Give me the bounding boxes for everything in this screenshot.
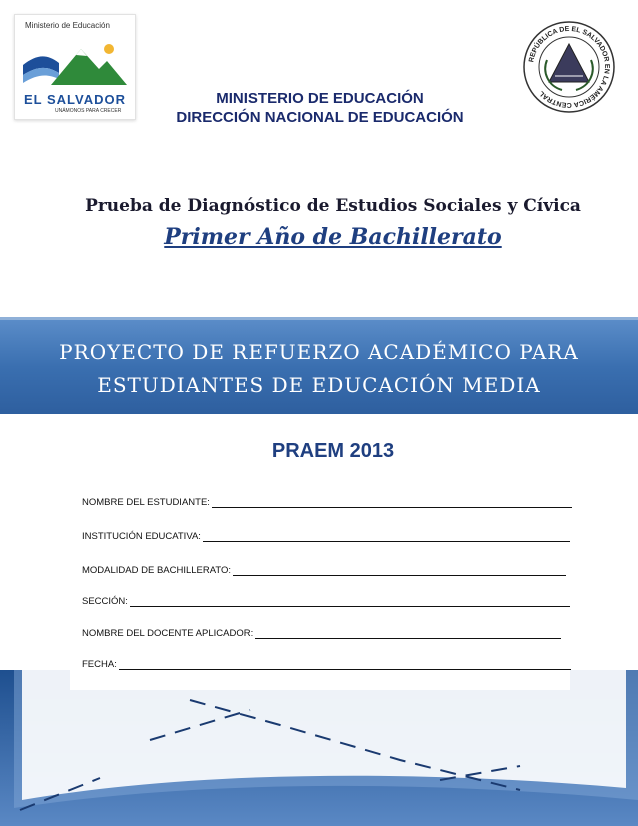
banner-line-2: ESTUDIANTES DE EDUCACIÓN MEDIA: [97, 373, 541, 397]
modality-label: MODALIDAD DE BACHILLERATO:: [82, 565, 232, 576]
student-name-field: [82, 497, 572, 508]
ministry-header: [140, 89, 500, 127]
modality-field: [82, 565, 566, 576]
ministry-logo: [14, 14, 136, 120]
institution-label: INSTITUCIÓN EDUCATIVA:: [82, 531, 201, 542]
institution-field: [82, 531, 570, 542]
logo-subtitle: UNÁMONOS PARA CRECER: [55, 108, 122, 114]
student-name-line[interactable]: [212, 497, 572, 508]
section-label: SECCIÓN:: [82, 596, 128, 607]
student-name-label: NOMBRE DEL ESTUDIANTE:: [82, 497, 210, 508]
institution-line[interactable]: [203, 531, 570, 542]
footer-decoration: [0, 670, 638, 826]
date-line[interactable]: [119, 659, 571, 670]
national-seal: [522, 20, 616, 114]
logo-title: Ministerio de Educación: [25, 21, 110, 30]
section-field: [82, 596, 570, 607]
teacher-field: [82, 628, 561, 639]
mountain-flag-icon: [21, 35, 129, 91]
seal-text: REPÚBLICA DE EL SALVADOR EN LA AMÉRICA CENTRAL: [528, 25, 611, 109]
banner-line-1: PROYECTO DE REFUERZO ACADÉMICO PARA: [59, 340, 579, 364]
date-label: FECHA:: [82, 659, 117, 670]
section-line[interactable]: [130, 596, 570, 607]
grade-title: Primer Año de Bachillerato: [164, 224, 502, 250]
ministry-name: MINISTERIO DE EDUCACIÓN: [216, 90, 424, 107]
project-banner: [0, 317, 638, 414]
logo-country: EL SALVADOR: [23, 92, 126, 107]
test-title: Prueba de Diagnóstico de Estudios Sociales y Cívica: [85, 196, 581, 216]
teacher-label: NOMBRE DEL DOCENTE APLICADOR:: [82, 628, 254, 639]
modality-line[interactable]: [233, 565, 566, 576]
date-field: [82, 659, 571, 670]
project-code: PRAEM 2013: [271, 440, 395, 462]
direction-name: DIRECCIÓN NACIONAL DE EDUCACIÓN: [176, 109, 464, 126]
teacher-line[interactable]: [255, 628, 561, 639]
